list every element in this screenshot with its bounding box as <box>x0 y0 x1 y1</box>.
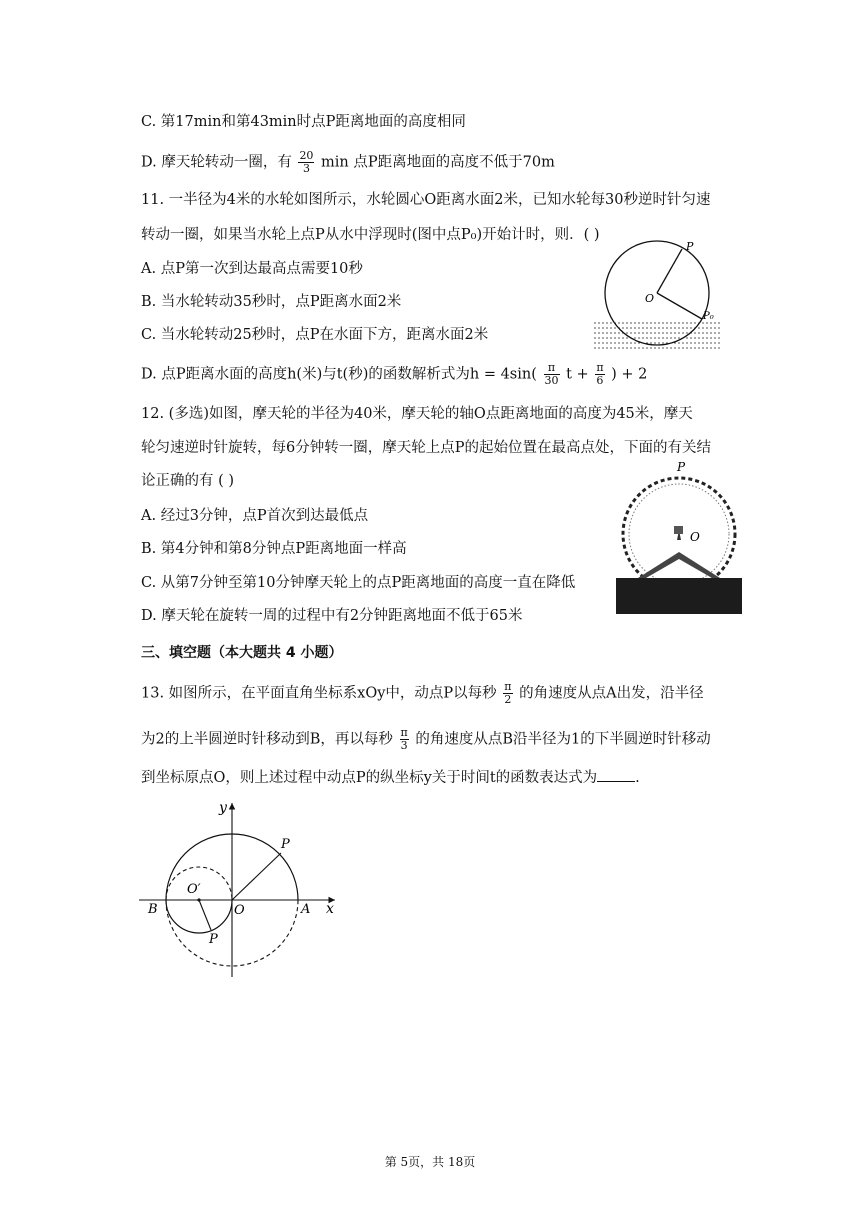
ferris-hub <box>674 526 683 534</box>
ferris-support <box>638 552 720 578</box>
radius-o-to-p-upper <box>232 853 281 900</box>
q11-option-d-pre: D. 点P距离水面的高度h(米)与t(秒)的函数解析式为h = 4sin( <box>141 366 537 383</box>
q12-option-b: B. 第4分钟和第8分钟点P距离地面一样高 <box>141 541 407 557</box>
q13-line2-fraction: $\frac{\pi}{3}$ <box>400 726 408 752</box>
q13-line1-fraction: $\frac{\pi}{2}$ <box>504 680 512 706</box>
radius-oprime-to-p-lower <box>199 900 211 930</box>
label-x: x <box>326 901 334 917</box>
q13-line3-end: . <box>635 770 640 786</box>
label-oprime: O′ <box>187 882 201 897</box>
q12-stem-line1: 12. (多选)如图，摩天轮的半径为40米，摩天轮的轴O点距离地面的高度为45米，摩天 <box>141 406 693 422</box>
q10-option-d-pre: D. 摩天轮转动一圈，有 <box>141 154 292 171</box>
small-circle-lower-solid <box>166 900 232 933</box>
q11-option-a: A. 点P第一次到达最高点需要10秒 <box>141 261 363 277</box>
label-a: A <box>301 902 311 917</box>
q13-line3-text: 到坐标原点O，则上述过程中动点P的纵坐标y关于时间t的函数表达式为 <box>141 770 598 786</box>
q13-line1 <box>141 681 704 706</box>
ferris-label-o: O <box>690 530 700 544</box>
ferris-ground <box>616 578 742 614</box>
q11-option-d-post: ) + 2 <box>611 366 648 383</box>
water-wheel-figure <box>590 228 725 356</box>
radius-to-p0 <box>657 293 702 319</box>
q12-option-d: D. 摩天轮在旋转一周的过程中有2分钟距离地面不低于65米 <box>141 608 523 624</box>
label-o: O <box>234 903 245 918</box>
label-b: B <box>148 902 158 917</box>
q13-line2-post: 的角速度从点B沿半径为1的下半圆逆时针移动 <box>415 731 711 748</box>
q11-option-d-fraction2: $\frac{\pi}{6}$ <box>596 361 604 387</box>
q11-stem-line1: 11. 一半径为4米的水轮如图所示，水轮圆心O距离水面2米，已知水轮每30秒逆时针匀速 <box>141 192 711 208</box>
q12-stem-line3: 论正确的有 ( ) <box>141 473 235 489</box>
q10-option-d-fraction: $\frac{20}{3}$ <box>299 149 314 175</box>
q13-coordinate-figure <box>135 795 345 980</box>
label-p-lower: P <box>209 932 218 947</box>
q13-line2 <box>141 727 711 752</box>
q10-option-d <box>141 150 555 175</box>
label-p: P <box>686 240 694 253</box>
ferris-wheel-figure <box>616 460 742 614</box>
q11-option-c: C. 当水轮转动25秒时，点P在水面下方，距离水面2米 <box>141 327 489 343</box>
q11-option-b: B. 当水轮转动35秒时，点P距离水面2米 <box>141 294 402 310</box>
q10-option-d-post: min 点P距离地面的高度不低于70m <box>321 154 555 171</box>
label-p-upper: P <box>281 837 290 852</box>
q13-line1-post: 的角速度从点A出发，沿半径 <box>519 685 704 702</box>
label-p0: P₀ <box>703 311 714 322</box>
q11-stem-line2: 转动一圈，如果当水轮上点P从水中浮现时(图中点P₀)开始计时，则．( ) <box>141 227 600 243</box>
radius-to-p <box>657 249 682 293</box>
page-footer: 第 5页，共 18页 <box>384 1155 476 1169</box>
label-o: O <box>645 292 655 305</box>
q11-option-d <box>141 362 647 387</box>
q11-option-d-fraction1: $\frac{\pi}{30}$ <box>544 361 559 387</box>
water-surface-hatch <box>594 323 720 348</box>
q13-line2-pre: 为2的上半圆逆时针移动到B，再以每秒 <box>141 731 393 748</box>
q12-option-a: A. 经过3分钟，点P首次到达最低点 <box>141 508 369 524</box>
q13-answer-blank[interactable] <box>597 767 635 782</box>
q13-line3 <box>141 767 640 788</box>
point-oprime <box>197 898 200 901</box>
section-fill-in-title: 三、填空题（本大题共 4 小题） <box>141 645 343 661</box>
q12-stem-line2: 轮匀速逆时针旋转，每6分钟转一圈，摩天轮上点P的起始位置在最高点处，下面的有关结 <box>141 440 711 456</box>
ferris-label-p: P <box>677 460 686 474</box>
label-y: y <box>219 800 227 816</box>
q12-option-c: C. 从第7分钟至第10分钟摩天轮上的点P距离地面的高度一直在降低 <box>141 575 576 591</box>
q11-option-d-mid: t + <box>566 366 589 383</box>
q13-line1-pre: 13. 如图所示，在平面直角坐标系xOy中，动点P以每秒 <box>141 685 497 702</box>
q10-option-c: C. 第17min和第43min时点P距离地面的高度相同 <box>141 114 466 130</box>
